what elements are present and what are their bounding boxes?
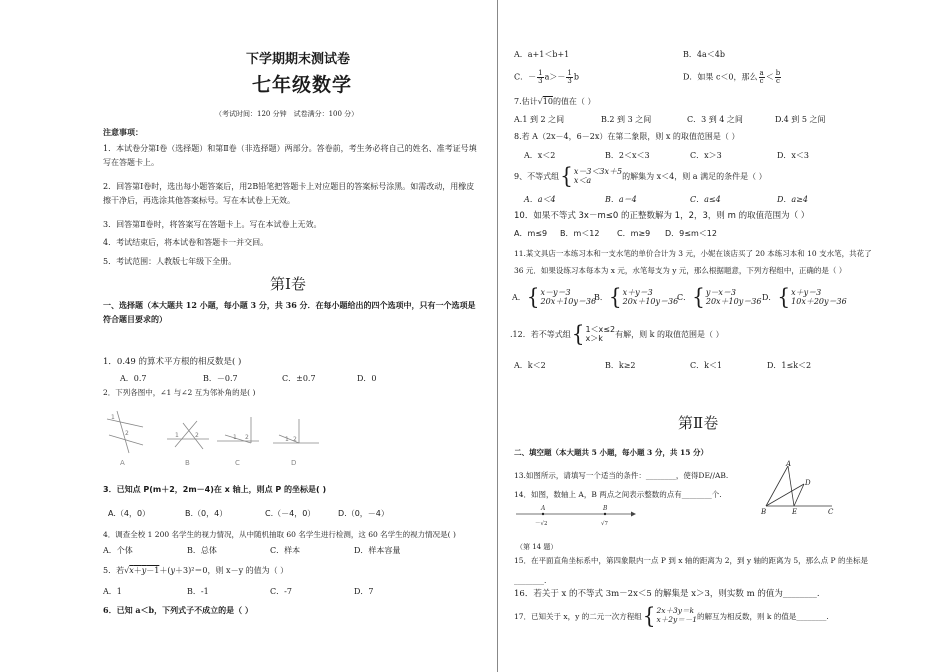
- q14-caption: （第 14 题）: [516, 543, 558, 551]
- fig-label-e: E: [792, 508, 798, 516]
- note-5: 5．考试范围：人教版七年级下全册。: [103, 257, 237, 266]
- q11-option-b-label: B．: [594, 292, 608, 302]
- q2-stem: 2．下列各图中，∠1 与∠2 互为邻补角的是( ): [103, 388, 256, 397]
- q6-option-c: C．－ $\frac{1}{3}$ a＞－ $\frac{1}{3}$ b: [514, 69, 579, 85]
- fig-label-d: D: [805, 479, 811, 487]
- fig-label-a: A: [786, 460, 792, 468]
- q10-option-d: D．9≤m＜12: [665, 229, 717, 238]
- q12-eq-1: 1＜x≤2: [585, 324, 616, 334]
- q15-stem: 15．在平面直角坐标系中，第四象限内一点 P 到 x 轴的距离为 2，到 y 轴的距离为 5，那么点 P 的坐标是________.: [514, 556, 868, 585]
- q12-suffix: 有解，则 k 的取值范围是（ ）: [615, 329, 724, 339]
- q9-option-c: C．a≤4: [690, 195, 721, 204]
- q11-option-b-eq1: x＋y＝3: [622, 287, 653, 297]
- q11-option-a-label: A．: [512, 292, 526, 302]
- q11-option-a-eq2: 20x＋10y＝36: [540, 297, 597, 306]
- number-line-arrow: [631, 512, 636, 517]
- q3-option-d: D.（0，－4）: [338, 509, 389, 518]
- q7-option-b: B.2 到 3 之间: [601, 115, 652, 124]
- note-1: 1．本试卷分第Ⅰ卷（选择题）和第Ⅱ卷（非选择题）两部分。答卷前，考生务必将自己的姓名、准考证号填写在答题卡上。: [103, 144, 477, 167]
- q4-option-d: D．样本容量: [354, 546, 401, 555]
- q11-option-d: D． { x＋y＝3 10x＋20y＝36: [762, 283, 847, 311]
- point-a-label: A: [541, 505, 546, 512]
- q4-option-b: B．总体: [187, 546, 217, 555]
- point-b-value: √7: [601, 521, 609, 527]
- q7-option-d: D.4 到 5 之间: [775, 115, 826, 124]
- q9-option-a: A．a＜4: [524, 195, 556, 204]
- q5-stem: [103, 566, 288, 576]
- q7-stem: 7.估计√10的值在（ ）: [514, 97, 596, 106]
- q8-option-a: A．x＜2: [524, 151, 556, 160]
- part2-section-heading: 二、填空题（本大题共 5 小题，每小题 3 分，共 15 分）: [514, 448, 709, 457]
- q3-option-c: C.（－4，0）: [265, 509, 316, 518]
- column-divider: [497, 0, 498, 672]
- q12-option-c: C．k＜1: [690, 361, 723, 370]
- q12-option-a: A．k＜2: [514, 361, 546, 370]
- q9-option-b: B．a＝4: [605, 195, 637, 204]
- q2b-angle-label-1: 1: [175, 432, 179, 439]
- q10-option-a: A．m≤9: [514, 229, 548, 238]
- q11-option-a: A． { x－y＝3 20x＋10y＝36: [512, 283, 597, 311]
- q8-stem: 8.若 A（2x－4，6－2x）在第二象限，则 x 的取值范围是（ ）: [514, 132, 740, 141]
- q5-formula: √x＋y－1＋(y＋3)²＝0: [124, 566, 208, 575]
- q17-brace: {: [642, 602, 656, 630]
- q11-option-d-label: D．: [762, 292, 777, 302]
- q11-option-c-eq2: 20x＋10y＝36: [705, 297, 762, 306]
- q7-stem-prefix: 7.估计: [514, 97, 538, 106]
- point-a: [542, 513, 544, 515]
- q2-figure-label-c: C: [235, 459, 240, 467]
- q11-option-c-label: C．: [677, 292, 692, 302]
- q11-option-d-eq2: 10x＋20y＝36: [791, 297, 847, 306]
- q17-prefix: 17．已知关于 x，y 的二元一次方程组: [514, 611, 642, 621]
- q1-option-a: A．0.7: [120, 374, 147, 383]
- q10-option-c: C．m≥9: [617, 229, 651, 238]
- q2d-angle-label-1: 1: [285, 436, 289, 443]
- q4-stem: 4．调查全校 1 200 名学生的视力情况，从中随机抽取 60 名学生进行检测，这 60 名学生的视力情况是( ): [103, 530, 456, 539]
- q8-option-c: C．x＞3: [690, 151, 722, 160]
- q5-option-d: D．7: [354, 587, 374, 596]
- q3-option-b: B.（0，4）: [185, 509, 228, 518]
- q9-brace: {: [560, 162, 573, 190]
- fig-label-b: B: [761, 508, 767, 516]
- q9-stem: [514, 162, 767, 190]
- q12-option-d: D．1≤k＜2: [767, 361, 812, 370]
- part2-title: 第Ⅱ卷: [678, 414, 719, 432]
- q4-option-c: C．样本: [270, 546, 301, 555]
- exam-info: （考试时间：120 分钟 试卷满分：100 分）: [215, 110, 359, 118]
- q17-stem: [514, 602, 829, 630]
- q2a-angle-label-2: 2: [125, 430, 129, 437]
- point-b-label: B: [603, 505, 608, 512]
- q6-stem: 6．已知 a＜b，下列式子不成立的是（ ）: [103, 605, 253, 615]
- q2c-angle-label-2: 2: [245, 434, 249, 441]
- q2b-line-2: [183, 423, 203, 449]
- q6-option-d-text: D．如果 c＜0，那么: [683, 72, 758, 82]
- q10-option-b: B．m＜12: [560, 229, 600, 238]
- q11-stem: 11.某文具店一本练习本和一支水笔的单价合计为 3 元，小妮在该店买了 20 本练习本和 10 支水笔，共花了 36 元．如果设练习本每本为 x 元，水笔每支为 y 元，那么根据题意，下列方程组中，正确的是（ ）: [514, 249, 872, 276]
- q12-stem: [510, 320, 724, 348]
- q2-figure-label-a: A: [120, 459, 125, 467]
- segment-ae: [788, 466, 794, 506]
- exam-subject: 七年级数学: [252, 74, 353, 96]
- q2-figures: [103, 405, 333, 470]
- q1-option-d: D．0: [357, 374, 377, 383]
- q16-stem: 16．若关于 x 的不等式 3m－2x＜5 的解集是 x＞3，则实数 m 的值为________.: [514, 589, 820, 599]
- q2b-angle-label-2: 2: [195, 432, 199, 439]
- part1-title: 第Ⅰ卷: [270, 275, 306, 293]
- q2c-angle-label-1: 1: [233, 434, 237, 441]
- q17-suffix: 的解互为相反数，则 k 的值是________.: [697, 611, 829, 621]
- q1-option-c: C．±0.7: [282, 374, 316, 383]
- q12-brace: {: [571, 320, 585, 348]
- q11-option-d-eq1: x＋y＝3: [791, 287, 822, 297]
- q6-option-b: B．4a＜4b: [683, 50, 725, 59]
- q3-stem: 3．已知点 P(m＋2，2m－4)在 x 轴上，则点 P 的坐标是( ): [103, 485, 327, 494]
- q2-figure-label-d: D: [291, 459, 297, 467]
- q5-stem-suffix: ，则 x－y 的值为（ ）: [207, 566, 289, 575]
- q14-stem: 14．如图，数轴上 A，B 两点之间表示整数的点有________个.: [514, 490, 722, 499]
- q8-option-d: D．x＜3: [777, 151, 810, 160]
- q12-option-b: B．k≥2: [605, 361, 636, 370]
- q12-eq-2: x＞k: [585, 334, 603, 343]
- fig-label-c: C: [828, 508, 834, 516]
- q9-suffix: 的解集为 x＜4，则 a 满足的条件是（ ）: [622, 171, 767, 181]
- q7-option-c: C．3 到 4 之间: [687, 115, 743, 124]
- q5-option-b: B．-1: [187, 587, 209, 596]
- q9-eq-1: x－3＜3x＋5: [573, 166, 623, 176]
- q8-option-b: B．2＜x＜3: [605, 151, 650, 160]
- note-2: 2．回答第Ⅰ卷时，选出每小题答案后，用2B铅笔把答题卡上对应题目的答案标号涂黑。如需改动，用橡皮擦干净后，再选涂其他答案标号。写在本试卷上无效。: [103, 182, 475, 205]
- q5-option-a: A．1: [103, 587, 122, 596]
- q2d-angle-label-2: 2: [293, 436, 297, 443]
- q14-number-line: [513, 502, 638, 538]
- q10-stem: 10．如果不等式 3x－m≤0 的正整数解为 1，2，3，则 m 的取值范围为（ ）: [514, 211, 810, 221]
- q11-option-b-eq2: 20x＋10y＝36: [622, 297, 679, 306]
- note-4: 4．考试结束后，将本试卷和答题卡一并交回。: [103, 238, 269, 247]
- q13-stem: 13.如图所示，请填写一个适当的条件：________，使得DE//AB.: [514, 471, 729, 480]
- q6-option-a: A．a+1＜b+1: [514, 50, 570, 59]
- q7-option-a: A.1 到 2 之间: [514, 115, 565, 124]
- q11-option-c-eq1: y－x＝3: [705, 287, 736, 297]
- q6-option-d: D．如果 c＜0，那么 $\frac{a}{c}$ ＜ $\frac{b}{c}$: [683, 69, 781, 85]
- point-b: [604, 513, 606, 515]
- point-a-value: －√2: [535, 521, 548, 527]
- q7-stem-suffix: 的值在（ ）: [552, 97, 596, 106]
- q11-option-b: B． { x＋y＝3 20x＋10y＝36: [594, 283, 679, 311]
- q17-eq-1: 2x＋3y＝k: [656, 606, 695, 616]
- part1-section-heading: 一、选择题（本大题共 12 小题，每小题 3 分，共 36 分．在每小题给出的四个选项中，只有一个选项是符合题目要求的）: [103, 300, 476, 324]
- q13-figure: [758, 458, 838, 516]
- exam-title: 下学期期末测试卷: [246, 52, 351, 67]
- q11-option-a-eq1: x－y＝3: [540, 287, 571, 297]
- note-3: 3．回答第Ⅱ卷时，将答案写在答题卡上。写在本试卷上无效。: [103, 220, 322, 229]
- q9-prefix: 9、不等式组: [514, 171, 560, 181]
- notes-heading: 注意事项：: [103, 127, 143, 137]
- q9-eq-2: x＜a: [573, 176, 592, 185]
- q1-stem: 1．0.49 的算术平方根的相反数是( ): [103, 357, 242, 367]
- q12-prefix: .12．若不等式组: [510, 329, 571, 339]
- q2-figure-label-b: B: [185, 459, 190, 467]
- q1-option-b: B．－0.7: [203, 374, 238, 383]
- q5-stem-prefix: 5．若: [103, 566, 125, 575]
- q2a-angle-label-1: 1: [111, 414, 115, 421]
- q9-option-d: D．a≥4: [777, 195, 808, 204]
- q11-option-c: C． { y－x＝3 20x＋10y＝36: [677, 283, 762, 311]
- q5-option-c: C．-7: [270, 587, 292, 596]
- q3-option-a: A.（4，0）: [108, 509, 151, 518]
- q4-option-a: A．个体: [103, 546, 133, 555]
- q17-eq-2: x＋2y＝－1: [656, 615, 698, 624]
